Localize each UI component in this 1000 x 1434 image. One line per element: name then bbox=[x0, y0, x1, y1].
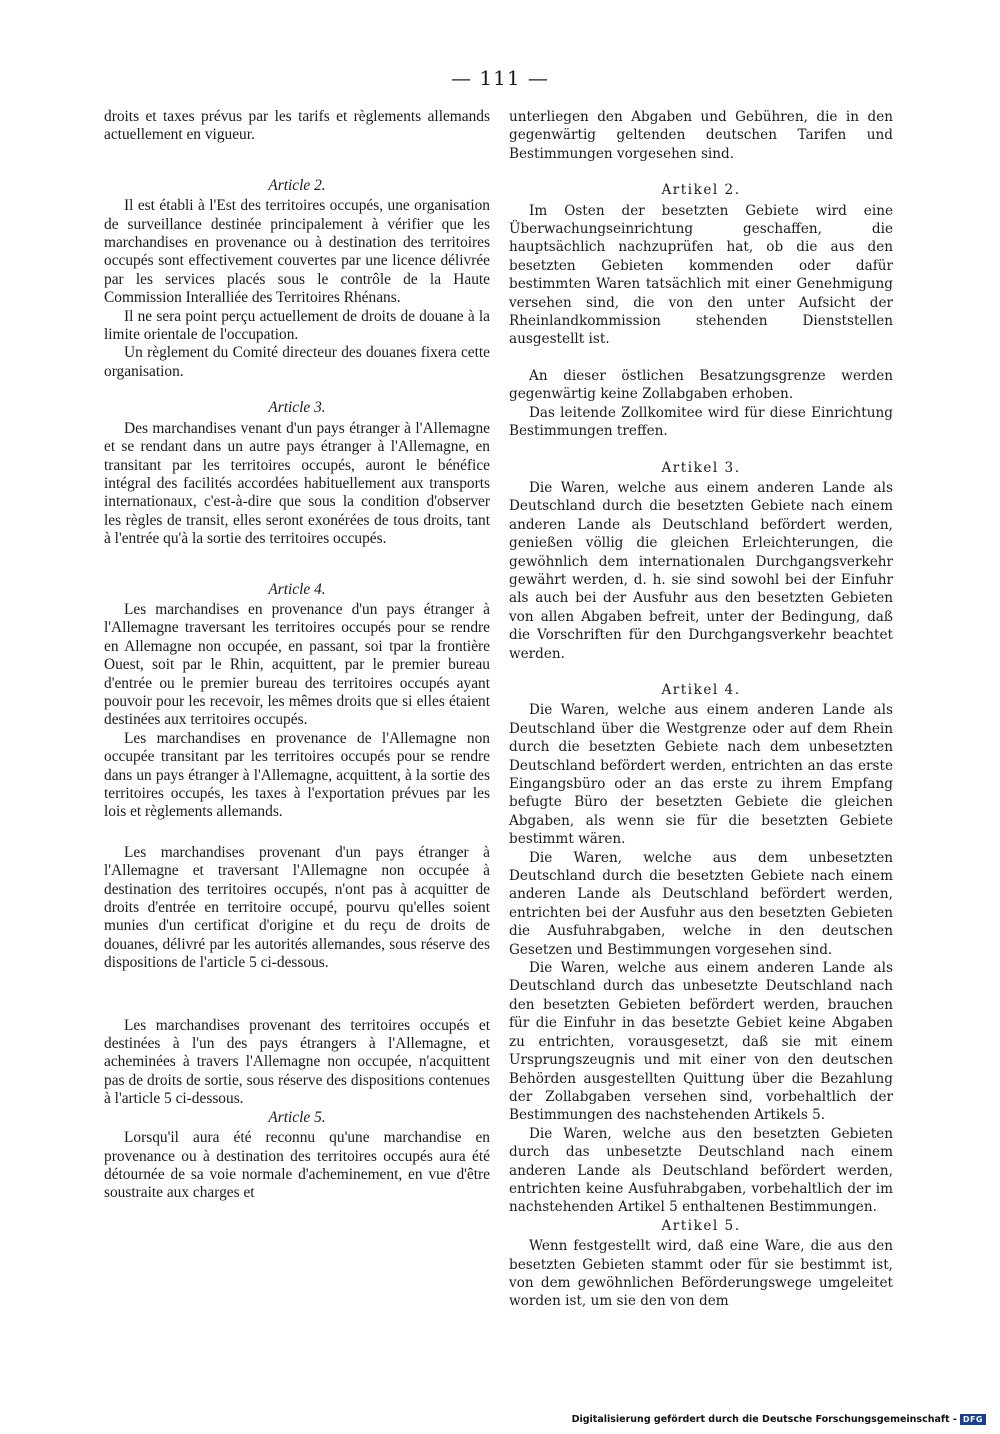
french-article2-p1: Il est établi à l'Est des territoires occupés, une organisation de surveillance destinée principalement à vérifier que les marchandises en provenance ou à destination des territoires occupés sont effectivement couvertes par une licence délivrée par les services placés sous le contrôle de la Haute Commission Interalliée des Territoires Rhénans. bbox=[104, 197, 490, 307]
german-article3-title: Artikel 3. bbox=[661, 459, 741, 476]
footer-text: Digitalisierung gefördert durch die Deutsche Forschungsgemeinschaft - bbox=[571, 1414, 957, 1425]
german-article4-title: Artikel 4. bbox=[661, 681, 741, 698]
german-article4-p2: Die Waren, welche aus dem unbesetzten Deutschland durch die besetzten Gebiete nach einem anderen Lande als Deutschland befördert werden, entrichten bei der Ausfuhr aus den besetzten Gebieten die Ausfuhrabgaben, welche in den deutschen Gesetzen und Bestimmungen vorgesehen sind. bbox=[509, 849, 893, 958]
french-article2-p2: Il ne sera point perçu actuellement de droits de douane à la limite orientale de l'occupation. bbox=[104, 307, 490, 344]
german-intro: unterliegen den Abgaben und Gebühren, die in den gegenwärtig geltenden deutschen Tarifen und Bestimmungen vorgesehen sind. bbox=[509, 109, 893, 162]
footer bbox=[572, 1414, 986, 1425]
dfg-logo bbox=[960, 1414, 986, 1425]
french-article4-p2: Les marchandises en provenance de l'Allemagne non occupée transitant par les territoires occupés pour se rendre dans un pays étranger à l'Allemagne, acquittent, à la sortie des territoires occupés, les taxes à l'exportation prévues par les lois et règlements allemands. bbox=[104, 729, 490, 821]
german-article2-title: Artikel 2. bbox=[661, 182, 741, 199]
french-intro: droits et taxes prévus par les tarifs et règlements allemands actuellement en vigueur. bbox=[104, 108, 490, 144]
french-article5-p1: Lorsqu'il aura été reconnu qu'une marchandise en provenance ou à destination des territoires occupés aura été détournée de sa voie normale d'acheminement, en vue d'être soustraite aux charges et bbox=[104, 1129, 490, 1202]
french-column bbox=[104, 108, 490, 1203]
french-article2-p3: Un règlement du Comité directeur des douanes fixera cette organisation. bbox=[104, 344, 490, 380]
french-article4-p4: Les marchandises provenant des territoires occupés et destinées à l'un des pays étrangers à l'Allemagne, et acheminées à travers l'Allemagne non occupée, n'acquittent pas de droits de sortie, sous réserve des dispositions contenues à l'article 5 ci-dessous. bbox=[104, 1016, 490, 1108]
french-article5-title: Article 5. bbox=[268, 1108, 326, 1126]
german-article5-title: Artikel 5. bbox=[661, 1217, 741, 1234]
french-article3-title: Article 3. bbox=[268, 399, 326, 417]
french-article4-p1: Les marchandises en provenance d'un pays étranger à l'Allemagne traversant les territoires occupés pour se rendre en Allemagne non occupée, en passant, soi tpar la frontière Ouest, soit par le Rhin, acquittent, par le premier bureau d'entrée ou le premier bureau des territoires occupés ayant pouvoir pour les recevoir, les mêmes droits que si elles étaient destinées aux territoires occupés. bbox=[104, 600, 490, 729]
page-number: — 111 — bbox=[451, 66, 549, 90]
german-article4-p1: Die Waren, welche aus einem anderen Lande als Deutschland über die Westgrenze oder auf dem Rhein durch die besetzten Gebiete nach dem unbesetzten Deutschland befördert werden, entrichten an das erste Eingangsbüro oder an das erste zu ihrem Empfang befugte Büro der besetzten Gebiete die gleichen Abgaben, als wenn sie für die besetzten Gebiete bestimmt wären. bbox=[509, 702, 893, 848]
german-article2-p2: An dieser östlichen Besatzungsgrenze werden gegenwärtig keine Zollabgaben erhoben. bbox=[509, 367, 893, 403]
french-article2-title: Article 2. bbox=[268, 176, 326, 194]
french-article4-title: Article 4. bbox=[268, 580, 326, 598]
dfg-logo-text: DFG bbox=[962, 1415, 983, 1424]
german-article5-p1: Wenn festgestellt wird, daß eine Ware, die aus den besetzten Gebieten stammt oder für sie bestimmt ist, von dem gewöhnlichen Beförderungswege umgeleitet worden ist, um sie den von dem bbox=[509, 1238, 893, 1310]
german-article2-p3: Das leitende Zollkomitee wird für diese Einrichtung Bestimmungen treffen. bbox=[509, 404, 893, 440]
german-column bbox=[509, 108, 893, 1311]
german-article4-p4: Die Waren, welche aus den besetzten Gebieten durch das unbesetzte Deutschland nach einem anderen Lande als Deutschland befördert werden, entrichten keine Ausfuhrabgaben, vorbehaltlich der im nachstehenden Artikel 5 enthaltenen Bestimmungen. bbox=[509, 1125, 893, 1216]
german-article3-p1: Die Waren, welche aus einem anderen Lande als Deutschland durch die besetzten Gebiete nach einem anderen Lande als Deutschland befördert werden, genießen völlig die gleichen Erleichterungen, die gewöhnlich dem internationalen Durchgangsverkehr gewährt werden, d. h. sie sind sowohl bei der Einfuhr als auch bei der Ausfuhr aus den besetzten Gebieten von allen Abgaben befreit, unter der Bedingung, daß die Vorschriften für den Durchgangsverkehr beachtet werden. bbox=[509, 479, 893, 662]
french-article4-p3: Les marchandises provenant d'un pays étranger à l'Allemagne et traversant l'Allemagne non occupée à destination des territoires occupés, n'ont pas à acquitter de droits d'entrée en territoire occupé, pourvu qu'elles soient munies d'un certificat d'origine et du reçu de droits de douanes, délivré par les autorités allemandes, sous réserve des dispositions de l'article 5 ci-dessous. bbox=[104, 843, 490, 972]
german-article4-p3: Die Waren, welche aus einem anderen Lande als Deutschland durch das unbesetzte Deutschland nach den besetzten Gebieten befördert werden, brauchen für die Einfuhr in das besetzte Gebiet keine Abgaben zu entrichten, vorausgesetzt, daß sie mit einem Ursprungszeugnis und mit einer von den deutschen Behörden ausgestellten Quittung über die Bezahlung der Zollabgaben versehen sind, vorbehaltlich der Bestimmungen des nachstehenden Artikels 5. bbox=[509, 960, 893, 1124]
french-article3-p1: Des marchandises venant d'un pays étranger à l'Allemagne et se rendant dans un autre pays étranger à l'Allemagne, en transitant par les territoires occupés, auront le bénéfice intégral des facilités accordées habituellement aux transports internationaux, c'est-à-dire que sous la condition d'observer les règles de transit, elles seront exonérées de tous droits, tant à l'entrée qu'à la sortie des territoires occupés. bbox=[104, 419, 490, 548]
german-article2-p1: Im Osten der besetzten Gebiete wird eine Überwachungseinrichtung geschaffen, die hauptsächlich nachzuprüfen hat, ob die aus den besetzten Gebieten kommenden oder dafür bestimmten Waren tatsächlich mit einer Genehmigung versehen sind, die von den unter Aufsicht der Rheinlandkommission stehenden Dienststellen ausgestellt ist. bbox=[509, 202, 893, 348]
